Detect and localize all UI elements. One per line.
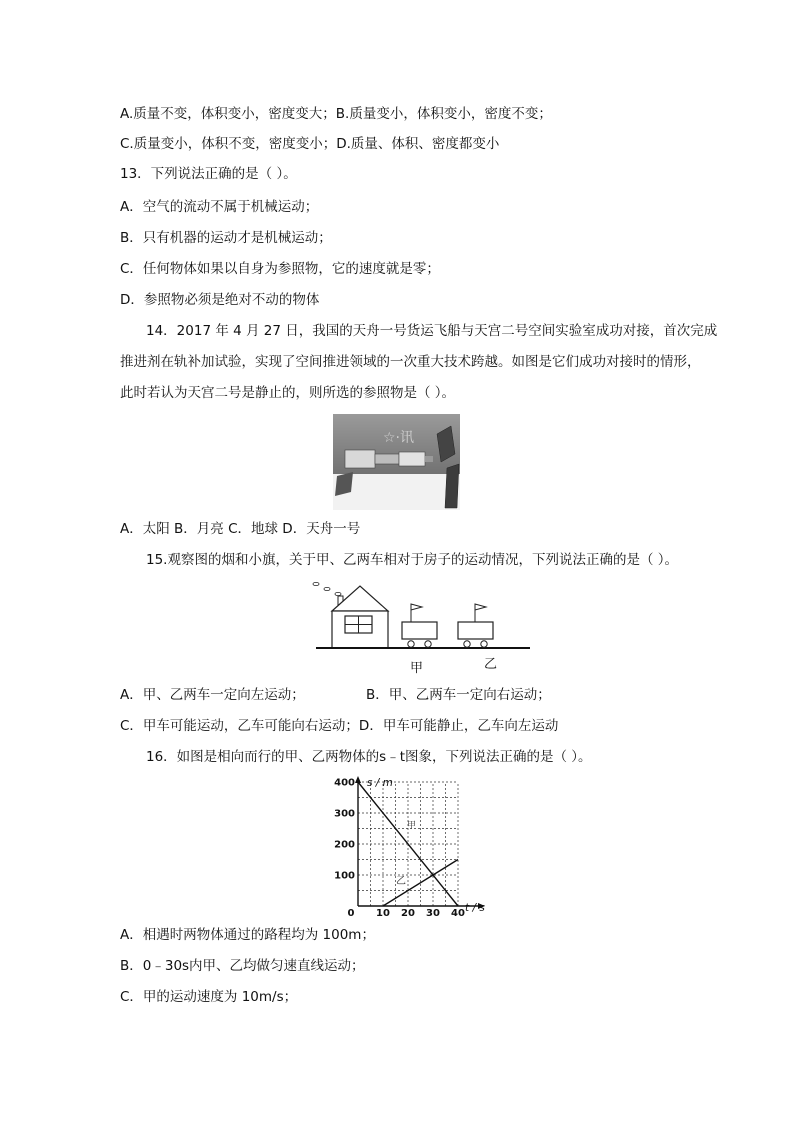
y-axis-label: s / m <box>367 777 393 789</box>
smoke-puff <box>313 582 319 585</box>
smoke-puff <box>324 587 330 590</box>
x-tick-label: 10 <box>376 908 390 917</box>
chart-axes <box>355 776 485 909</box>
series-line-yi <box>383 860 458 907</box>
series-label-yi: 乙 <box>396 876 406 887</box>
q16-option-c: C．甲的运动速度为 10m/s； <box>120 989 298 1005</box>
series-label-jia: 甲 <box>407 821 417 831</box>
space-station-photo <box>333 414 460 510</box>
svg-text:☆·讯: ☆·讯 <box>383 430 415 446</box>
q15-options-line2: C．甲车可能运动，乙车可能向右运动；D．甲车可能静止，乙车向左运动 <box>120 718 559 734</box>
car-yi <box>458 622 493 639</box>
y-tick-label: 100 <box>334 870 355 882</box>
x-tick-label: 40 <box>451 908 465 917</box>
q16-stem: 16．如图是相向而行的甲、乙两物体的s﹣t图象，下列说法正确的是（ ）。 <box>146 749 592 765</box>
y-tick-label: 300 <box>334 808 355 820</box>
q14-options: A．太阳 B．月亮 C．地球 D．天舟一号 <box>120 521 361 537</box>
q12-options-line2: C.质量变小，体积不变，密度变小；D.质量、体积、密度都变小 <box>120 136 500 152</box>
q13-option-d: D．参照物必须是绝对不动的物体 <box>120 292 320 308</box>
x-axis-label: t / s <box>465 902 485 914</box>
house-cars-figure <box>310 578 535 678</box>
st-chart <box>325 772 495 917</box>
flag-yi <box>475 604 486 610</box>
q16-option-b: B．0﹣30s内甲、乙均做匀速直线运动； <box>120 958 365 974</box>
q15-stem: 15.观察图的烟和小旗，关于甲、乙两车相对于房子的运动情况，下列说法正确的是（ ）。 <box>146 552 679 568</box>
y-axis-arrow <box>355 776 361 783</box>
flag-jia <box>411 604 422 610</box>
q13-option-c: C．任何物体如果以自身为参照物，它的速度就是零； <box>120 261 440 277</box>
q13-option-b: B．只有机器的运动才是机械运动； <box>120 230 332 246</box>
label-yi: 乙 <box>484 657 498 672</box>
q13-stem: 13．下列说法正确的是（ ）。 <box>120 166 297 182</box>
y-tick-label: 200 <box>334 839 355 851</box>
x-tick-label: 20 <box>401 908 415 917</box>
q14-stem-line1: 14．2017 年 4 月 27 日，我国的天舟一号货运飞船与天宫二号空间实验室成功对接，首次完成 <box>146 323 718 339</box>
x-tick-label: 30 <box>426 908 440 917</box>
smoke-puff <box>335 592 341 595</box>
car-jia <box>402 622 437 639</box>
q16-option-a: A．相遇时两物体通过的路程均为 100m； <box>120 927 375 943</box>
y-tick-label: 400 <box>334 777 355 789</box>
q13-option-a: A．空气的流动不属于机械运动； <box>120 199 319 215</box>
q15-option-a: A．甲、乙两车一定向左运动； <box>120 687 305 703</box>
q15-option-b: B．甲、乙两车一定向右运动； <box>366 687 551 703</box>
q14-stem-line2: 推进剂在轨补加试验，实现了空间推进领域的一次重大技术跨越。如图是它们成功对接时的情形， <box>120 354 701 370</box>
q12-options-line1: A.质量不变，体积变小，密度变大；B.质量变小，体积变小，密度不变； <box>120 106 552 122</box>
x-tick-label: 0 <box>347 908 355 917</box>
label-jia: 甲 <box>410 661 424 676</box>
q14-stem-line3: 此时若认为天宫二号是静止的，则所选的参照物是（ ）。 <box>120 385 456 401</box>
